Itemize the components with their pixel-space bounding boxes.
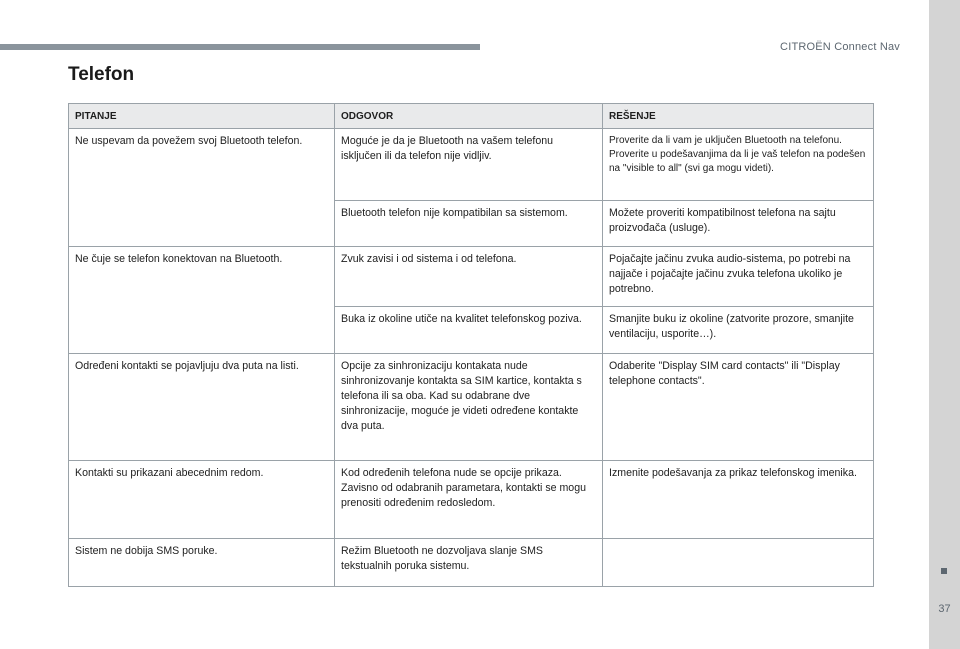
solution-cell: Možete proveriti kompatibilnost telefona na sajtu proizvođača (usluge).: [603, 201, 874, 247]
answer-cell: Bluetooth telefon nije kompatibilan sa sistemom.: [335, 201, 603, 247]
table-row: [69, 247, 874, 307]
header-rule: [0, 44, 480, 50]
answer-cell: Buka iz okoline utiče na kvalitet telefonskog poziva.: [335, 307, 603, 354]
table-row: [69, 129, 874, 201]
table-header-row: [69, 104, 874, 129]
solution-line: Proverite da li vam je uključen Bluetooth na telefonu.: [609, 135, 842, 146]
brand-name: CITROËN Connect Nav: [780, 41, 900, 53]
table-row: [69, 539, 874, 587]
solution-line: Proverite u podešavanjima da li je vaš telefon na podešen na "visible to all" (svi ga mogu videti).: [609, 149, 866, 174]
column-header-solution: REŠENJE: [603, 104, 874, 129]
troubleshooting-table: [68, 103, 874, 587]
answer-cell: Zvuk zavisi i od sistema i od telefona.: [335, 247, 603, 307]
solution-cell: Pojačajte jačinu zvuka audio-sistema, po potrebi na najjače i pojačajte jačinu zvuka telefona ukoliko je potrebno.: [603, 247, 874, 307]
page-title: Telefon: [68, 64, 135, 85]
sidebar-marker: [941, 568, 947, 574]
answer-cell: Režim Bluetooth ne dozvoljava slanje SMS tekstualnih poruka sistemu.: [335, 539, 603, 587]
solution-cell: [603, 539, 874, 587]
answer-cell: Opcije za sinhronizaciju kontakata nude sinhronizovanje kontakta sa SIM kartice, kontakta s telefona ili sa oba. Kad su odabrane dve sinhronizacije, moguće je videti određene kontakte dva puta.: [335, 354, 603, 461]
solution-cell: Odaberite "Display SIM card contacts" ili "Display telephone contacts".: [603, 354, 874, 461]
solution-cell: [603, 129, 874, 201]
table-row: [69, 461, 874, 539]
question-cell: Određeni kontakti se pojavljuju dva puta na listi.: [69, 354, 335, 461]
question-cell: Sistem ne dobija SMS poruke.: [69, 539, 335, 587]
solution-cell: Izmenite podešavanja za prikaz telefonskog imenika.: [603, 461, 874, 539]
question-cell: Kontakti su prikazani abecednim redom.: [69, 461, 335, 539]
question-cell: Ne čuje se telefon konektovan na Bluetooth.: [69, 247, 335, 354]
answer-cell: Moguće je da je Bluetooth na vašem telefonu isključen ili da telefon nije vidljiv.: [335, 129, 603, 201]
column-header-question: PITANJE: [69, 104, 335, 129]
solution-cell: Smanjite buku iz okoline (zatvorite prozore, smanjite ventilaciju, usporite…).: [603, 307, 874, 354]
answer-cell: Kod određenih telefona nude se opcije prikaza. Zavisno od odabranih parametara, kontakti se mogu prenositi određenim redosledom.: [335, 461, 603, 539]
page-number: 37: [938, 603, 951, 615]
column-header-answer: ODGOVOR: [335, 104, 603, 129]
table-row: [69, 354, 874, 461]
question-cell: Ne uspevam da povežem svoj Bluetooth telefon.: [69, 129, 335, 247]
page-sidebar: [929, 0, 960, 649]
